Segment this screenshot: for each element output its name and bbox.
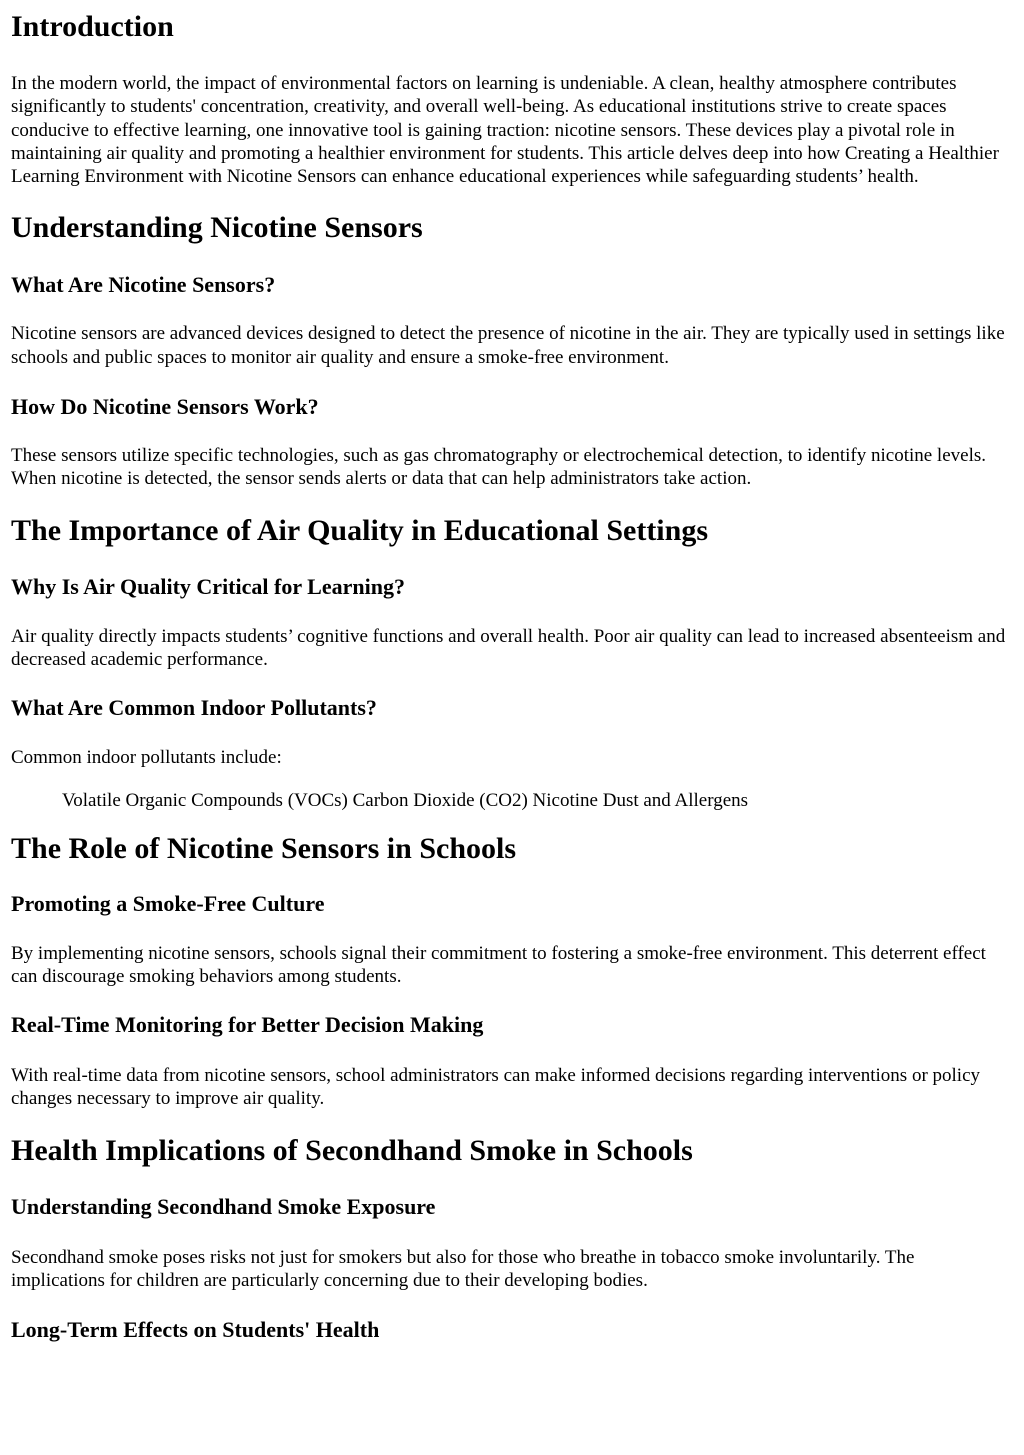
- paragraph-common-indoor-pollutants: Common indoor pollutants include:: [11, 747, 282, 769]
- subheading-real-time-monitoring: Real-Time Monitoring for Better Decision Making: [11, 1012, 484, 1038]
- intro-paragraph: In the modern world, the impact of environmental factors on learning is undeniable. A clean, healthy atmosphere contributes significantly to students' concentration, creativity, and overall well-being. As educational institutions strive to create spaces conducive to effective learning, one innovative tool is gaining traction: nicotine sensors. These devices play a pivotal role in maintaining air quality and promoting a healthier environment for students. This article delves deep into how Creating a Healthier Learning Environment with Nicotine Sensors can enhance educational experiences while safeguarding students’ health.: [11, 73, 999, 188]
- subheading-how-do-sensors-work: How Do Nicotine Sensors Work?: [11, 394, 319, 420]
- subheading-smoke-free-culture: Promoting a Smoke-Free Culture: [11, 890, 325, 916]
- paragraph-what-are-nicotine-sensors: Nicotine sensors are advanced devices designed to detect the presence of nicotine in the air. They are typically used in settings like schools and public spaces to monitor air quality and ensure a smoke-free environment.: [11, 323, 1005, 368]
- subheading-why-air-quality-critical: Why Is Air Quality Critical for Learning?: [11, 573, 405, 599]
- section-heading-understanding-nicotine-sensors: Understanding Nicotine Sensors: [11, 211, 423, 245]
- section-heading-introduction: Introduction: [11, 10, 174, 43]
- paragraph-how-do-sensors-work: These sensors utilize specific technologies, such as gas chromatography or electrochemical detection, to identify nicotine levels. When nicotine is detected, the sensor sends alerts or data that can help administrators take action.: [11, 445, 987, 490]
- subheading-secondhand-smoke-exposure: Understanding Secondhand Smoke Exposure: [11, 1193, 436, 1219]
- paragraph-secondhand-smoke-exposure: Secondhand smoke poses risks not just for smokers but also for those who breathe in tobacco smoke involuntarily. The implications for children are particularly concerning due to their developing bodies.: [11, 1246, 915, 1292]
- paragraph-why-air-quality-critical: Air quality directly impacts students’ cognitive functions and overall health. Poor air quality can lead to increased absenteeism and decreased academic performance.: [11, 625, 1006, 670]
- subheading-what-are-nicotine-sensors: What Are Nicotine Sensors?: [11, 272, 276, 298]
- subheading-common-indoor-pollutants: What Are Common Indoor Pollutants?: [11, 695, 377, 721]
- paragraph-real-time-monitoring: With real-time data from nicotine sensors, school administrators can make informed decisions regarding interventions or policy changes necessary to improve air quality.: [11, 1065, 981, 1110]
- article: [0, 9, 1024, 1344]
- section-heading-health-implications: Health Implications of Secondhand Smoke in Schools: [11, 1133, 693, 1167]
- subheading-long-term-effects: Long-Term Effects on Students' Health: [11, 1317, 380, 1343]
- section-heading-importance-of-air-quality: The Importance of Air Quality in Educational Settings: [11, 513, 709, 547]
- paragraph-smoke-free-culture: By implementing nicotine sensors, schools signal their commitment to fostering a smoke-free environment. This deterrent effect can discourage smoking behaviors among students.: [11, 942, 986, 987]
- pollutants-list: Volatile Organic Compounds (VOCs) Carbon Dioxide (CO2) Nicotine Dust and Allergens: [62, 789, 749, 811]
- section-heading-role-of-sensors-in-schools: The Role of Nicotine Sensors in Schools: [11, 831, 517, 865]
